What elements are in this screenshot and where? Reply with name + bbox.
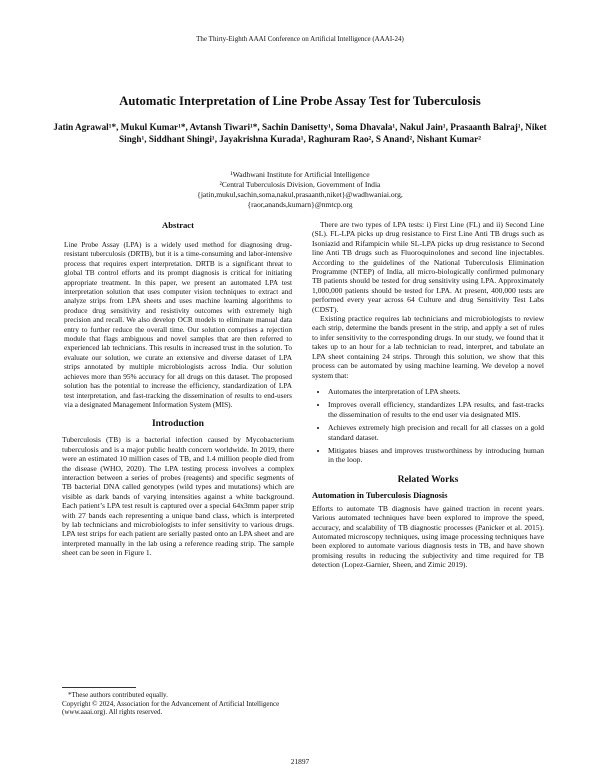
- paper-title: Automatic Interpretation of Line Probe Assay Test for Tuberculosis: [119, 94, 481, 108]
- related-works-paragraph: Efforts to automate TB diagnosis have gained traction in recent years. Various automated techniques have been explored to improve the speed, accuracy, and scalability of TB diagnostic processes (Panicker et al. 2015). Automated microscopy techniques, using image processing techniques have been explored to automate various diagnosis tests in TB, and have shown promising results in reducing the subjectivity and time required for TB detection (Lopez-Garnier, Sheen, and Zimic 2019).: [312, 503, 544, 570]
- automation-subsection-heading: Automation in Tuberculosis Diagnosis: [312, 490, 448, 500]
- left-column: [62, 220, 294, 558]
- equal-contribution-note: *These authors contributed equally.: [68, 691, 168, 699]
- introduction-paragraph: Tuberculosis (TB) is a bacterial infection caused by Mycobacterium tuberculosis and is a major public health concern worldwide. In 2019, there were an estimated 10 million cases of TB, and 1.4 million people died from the disease (WHO, 2020). The LPA testing process involves a complex interaction between a series of probes (reagents) and specific segments of TB bacterial DNA called genotypes (wild types and mutations) which are visible as dark bands of varying intensities against a white background. Each patient’s LPA test result is captured over a special 64x3mm paper strip with 27 bands each representing a unique band class, which is interpreted by lab technicians and microbiologists to infer sensitivity to various drugs. LPA test strips for each patient are serially pasted onto an LPA sheet and are interpreted manually in the lab using a reference reading strip. The sample sheet can be seen in Figure 1.: [62, 435, 294, 558]
- contribution-list: [312, 387, 544, 465]
- contribution-item: • Achieves extremely high precision and recall for all classes on a gold standard dataset.: [328, 423, 544, 442]
- contribution-item: • Mitigates biases and improves trustworthiness by introducing human in the loop.: [328, 446, 544, 465]
- abstract-text: Line Probe Assay (LPA) is a widely used method for diagnosing drug-resistant tuberculosis (DRTB), but it is a time-consuming and labor-intensive process that requires expert interpretation. DRTB is a significant threat to global TB control efforts and its prompt diagnosis is critical for initiating appropriate treatment. In this paper, we present an automated LPA test interpretation solution that uses computer vision techniques to extract and analyze strips from LPA sheets and uses machine learning algorithms to produce drug sensitivity and resistivity outcomes with extremely high precision and recall. We also develop OCR models to eliminate manual data entry to further reduce the overall time. Our solution comprises a rejection module that flags ambiguous and novel samples that are then referred to experienced lab technicians. This results in increased trust in the solution. To evaluate our solution, we curate an extensive and diverse dataset of LPA strips annotated by multiple microbiologists across India. Our solution achieves more than 95% accuracy for all drugs on this dataset. The proposed solution has the potential to increase the efficiency, standardization of LPA test interpretation, and fast-tracking the dissemination of results to end-users via a designated Management Information System (MIS).: [64, 240, 292, 409]
- affiliations: [60, 170, 540, 210]
- contribution-item: • Automates the interpretation of LPA sheets.: [328, 387, 544, 396]
- introduction-heading: Introduction: [151, 418, 205, 430]
- copyright-note: Copyright © 2024, Association for the Advancement of Artificial Intelligence (www.aaai.org). All rights reserved.: [62, 699, 280, 717]
- lpa-types-paragraph: There are two types of LPA tests: i) First Line (FL) and ii) Second Line (SL). FL-LPA picks up drug resistance to First Line Anti TB drugs such as Isoniazid and Rifampicin while SL-LPA picks up drug resistance to Second line Anti TB drugs such as Fluoroquinolones and second line injectables. According to the guidelines of the National Tuberculosis Elimination Programme (NTEP) of India, all micro-biologically confirmed pulmonary TB patients should be tested for drug sensitivity using LPA. Approximately 1,000,000 patients should be tested for LPA. At present, 400,000 tests are performed every year across 64 Culture and drug Sensitivity Test Labs (CDST).: [312, 220, 544, 314]
- footnote-divider: [62, 687, 136, 688]
- affiliation-line: ²Central Tuberculosis Division, Government of India: [219, 180, 381, 189]
- email-line: {jatin,mukul,sachin,soma,nakul,prasaanth,niket}@wadhwaniai.org,: [197, 190, 403, 199]
- abstract-heading: Abstract: [162, 220, 194, 230]
- affiliation-line: ¹Wadhwani Institute for Artificial Intelligence: [230, 170, 370, 179]
- right-column: [312, 220, 544, 570]
- email-line: {raor,anands,kumarn}@nmtcp.org: [247, 200, 353, 209]
- footnotes: [62, 687, 294, 717]
- author-list: Jatin Agrawal¹*, Mukul Kumar¹*, Avtansh Tiwari¹*, Sachin Danisetty¹, Soma Dhavala¹, Nakul Jain¹, Prasaanth Balraj¹, Niket Singh¹, Siddhant Shingi¹, Jayakrishna Kurada¹, Raghuram Rao², S Anand², Nishant Kumar²: [53, 122, 547, 145]
- page-number: 21897: [290, 757, 310, 766]
- running-head: The Thirty-Eighth AAAI Conference on Artificial Intelligence (AAAI-24): [196, 35, 404, 43]
- contribution-item: • Improves overall efficiency, standardizes LPA results, and fast-tracks the dissemination of results to the end user via designated MIS.: [328, 400, 544, 419]
- existing-practice-paragraph: Existing practice requires lab technicians and microbiologists to review each strip, determine the bands present in the strip, and apply a set of rules to infer sensitivity to the corresponding drugs. In our study, we found that it takes up to an hour for a lab technician to read, interpret, and tabulate an LPA sheet containing 24 strips. Through this solution, we show that this process can be automated by using machine learning. We develop a novel system that:: [312, 314, 544, 380]
- related-works-heading: Related Works: [397, 473, 459, 485]
